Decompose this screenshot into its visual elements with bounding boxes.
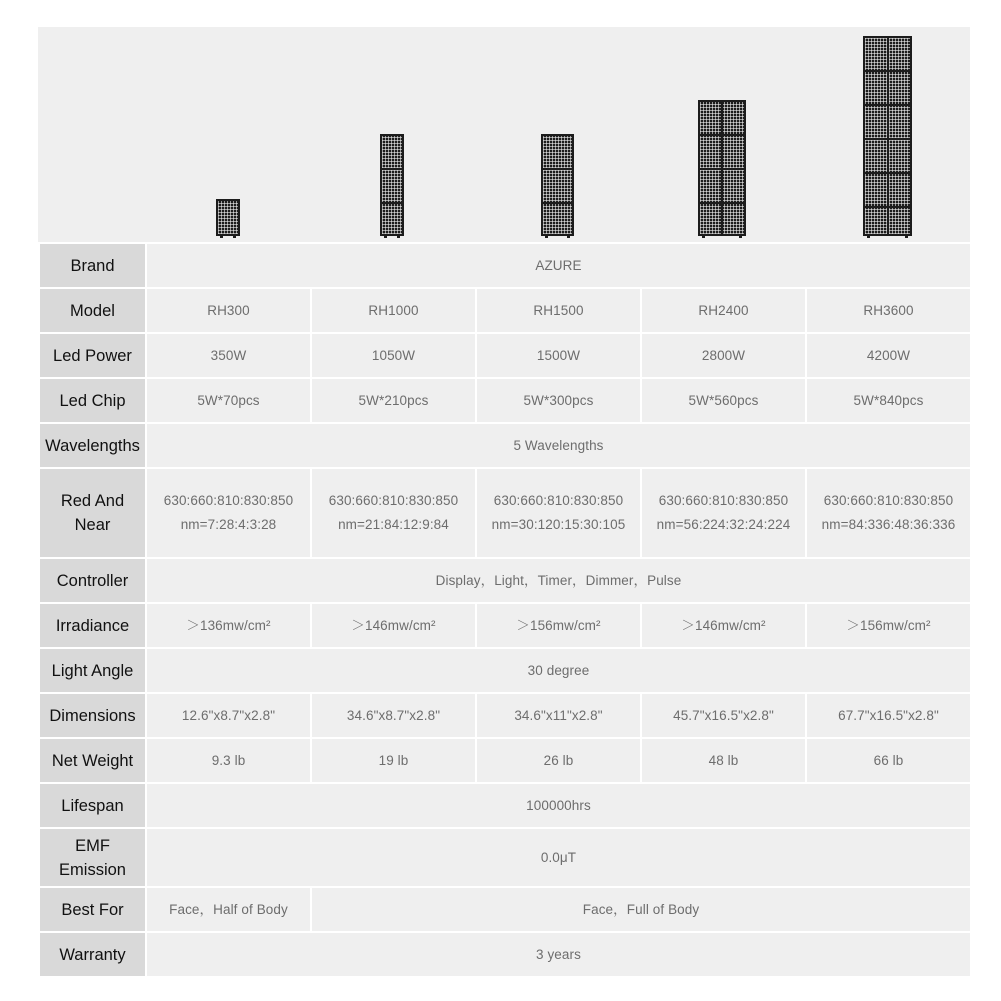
red-near-cell — [641, 468, 806, 558]
table-row-irradiance — [39, 603, 971, 648]
irradiance-cell: ＞146mw/cm² — [311, 603, 476, 648]
net-weight-cell: 19 lb — [311, 738, 476, 783]
row-label: Led Power — [39, 333, 146, 378]
row-label: Model — [39, 288, 146, 333]
table-row-led-power — [39, 333, 971, 378]
net-weight-cell: 48 lb — [641, 738, 806, 783]
product-image-rh1000 — [380, 134, 404, 236]
ratio-line: nm=30:120:15:30:105 — [491, 517, 626, 532]
table-row-brand — [39, 243, 971, 288]
row-label: Irradiance — [39, 603, 146, 648]
product-image-rh300 — [216, 199, 240, 236]
row-label — [39, 468, 146, 558]
red-near-cell — [146, 468, 311, 558]
wavelength-line: 630:660:810:830:850 — [328, 493, 459, 508]
red-near-cell — [476, 468, 641, 558]
ratio-line: nm=21:84:12:9:84 — [338, 517, 449, 532]
ratio-line: nm=7:28:4:3:28 — [180, 517, 277, 532]
product-image-rh1500 — [541, 134, 574, 236]
row-label — [39, 828, 146, 887]
irradiance-cell: ＞146mw/cm² — [641, 603, 806, 648]
dimensions-cell: 67.7"x16.5"x2.8" — [806, 693, 971, 738]
row-label: Best For — [39, 887, 146, 932]
best-for-cell: Face，Full of Body — [311, 887, 971, 932]
model-cell: RH1500 — [476, 288, 641, 333]
wavelength-line: 630:660:810:830:850 — [163, 493, 294, 508]
row-label: Net Weight — [39, 738, 146, 783]
model-cell: RH1000 — [311, 288, 476, 333]
led-power-cell: 4200W — [806, 333, 971, 378]
row-label: Dimensions — [39, 693, 146, 738]
net-weight-cell: 9.3 lb — [146, 738, 311, 783]
table-row-best-for — [39, 887, 971, 932]
row-label: Controller — [39, 558, 146, 603]
row-label-line: Red And — [60, 492, 125, 510]
led-chip-cell: 5W*70pcs — [146, 378, 311, 423]
led-chip-cell: 5W*560pcs — [641, 378, 806, 423]
table-row-lifespan — [39, 783, 971, 828]
row-label: Led Chip — [39, 378, 146, 423]
product-images — [38, 27, 970, 242]
row-label-line: Near — [74, 516, 111, 534]
led-power-cell: 350W — [146, 333, 311, 378]
dimensions-cell: 34.6"x11"x2.8" — [476, 693, 641, 738]
row-label: Wavelengths — [39, 423, 146, 468]
row-label-line: Emission — [59, 860, 126, 879]
emf-value: 0.0μT — [146, 828, 971, 887]
light-angle-value: 30 degree — [146, 648, 971, 693]
led-power-cell: 1050W — [311, 333, 476, 378]
row-label: Brand — [39, 243, 146, 288]
table-row-light-angle — [39, 648, 971, 693]
model-cell: RH2400 — [641, 288, 806, 333]
red-near-cell — [806, 468, 971, 558]
irradiance-cell: ＞156mw/cm² — [476, 603, 641, 648]
dimensions-cell: 34.6"x8.7"x2.8" — [311, 693, 476, 738]
ratio-line: nm=56:224:32:24:224 — [656, 517, 791, 532]
wavelengths-value: 5 Wavelengths — [146, 423, 971, 468]
wavelength-line: 630:660:810:830:850 — [658, 493, 789, 508]
best-for-cell: Face，Half of Body — [146, 887, 311, 932]
led-power-cell: 2800W — [641, 333, 806, 378]
led-chip-cell: 5W*300pcs — [476, 378, 641, 423]
product-image-rh2400 — [698, 100, 746, 236]
table-row-emf — [39, 828, 971, 887]
led-power-cell: 1500W — [476, 333, 641, 378]
spec-table — [38, 242, 972, 978]
irradiance-cell: ＞136mw/cm² — [146, 603, 311, 648]
model-cell: RH3600 — [806, 288, 971, 333]
table-row-warranty — [39, 932, 971, 977]
wavelength-line: 630:660:810:830:850 — [493, 493, 624, 508]
table-row-red-near — [39, 468, 971, 558]
lifespan-value: 100000hrs — [146, 783, 971, 828]
row-label-line: EMF — [75, 836, 110, 855]
brand-value: AZURE — [146, 243, 971, 288]
table-row-net-weight — [39, 738, 971, 783]
ratio-line: nm=84:336:48:36:336 — [821, 517, 956, 532]
table-row-led-chip — [39, 378, 971, 423]
table-row-dimensions — [39, 693, 971, 738]
led-chip-cell: 5W*840pcs — [806, 378, 971, 423]
net-weight-cell: 66 lb — [806, 738, 971, 783]
model-cell: RH300 — [146, 288, 311, 333]
table-row-wavelengths — [39, 423, 971, 468]
product-image-rh3600 — [863, 36, 912, 236]
table-row-model — [39, 288, 971, 333]
row-label: Lifespan — [39, 783, 146, 828]
wavelength-line: 630:660:810:830:850 — [823, 493, 954, 508]
net-weight-cell: 26 lb — [476, 738, 641, 783]
dimensions-cell: 12.6"x8.7"x2.8" — [146, 693, 311, 738]
controller-value: Display，Light，Timer，Dimmer，Pulse — [146, 558, 971, 603]
dimensions-cell: 45.7"x16.5"x2.8" — [641, 693, 806, 738]
spec-sheet — [38, 27, 970, 978]
irradiance-cell: ＞156mw/cm² — [806, 603, 971, 648]
table-row-controller — [39, 558, 971, 603]
red-near-cell — [311, 468, 476, 558]
row-label: Light Angle — [39, 648, 146, 693]
row-label: Warranty — [39, 932, 146, 977]
warranty-value: 3 years — [146, 932, 971, 977]
led-chip-cell: 5W*210pcs — [311, 378, 476, 423]
